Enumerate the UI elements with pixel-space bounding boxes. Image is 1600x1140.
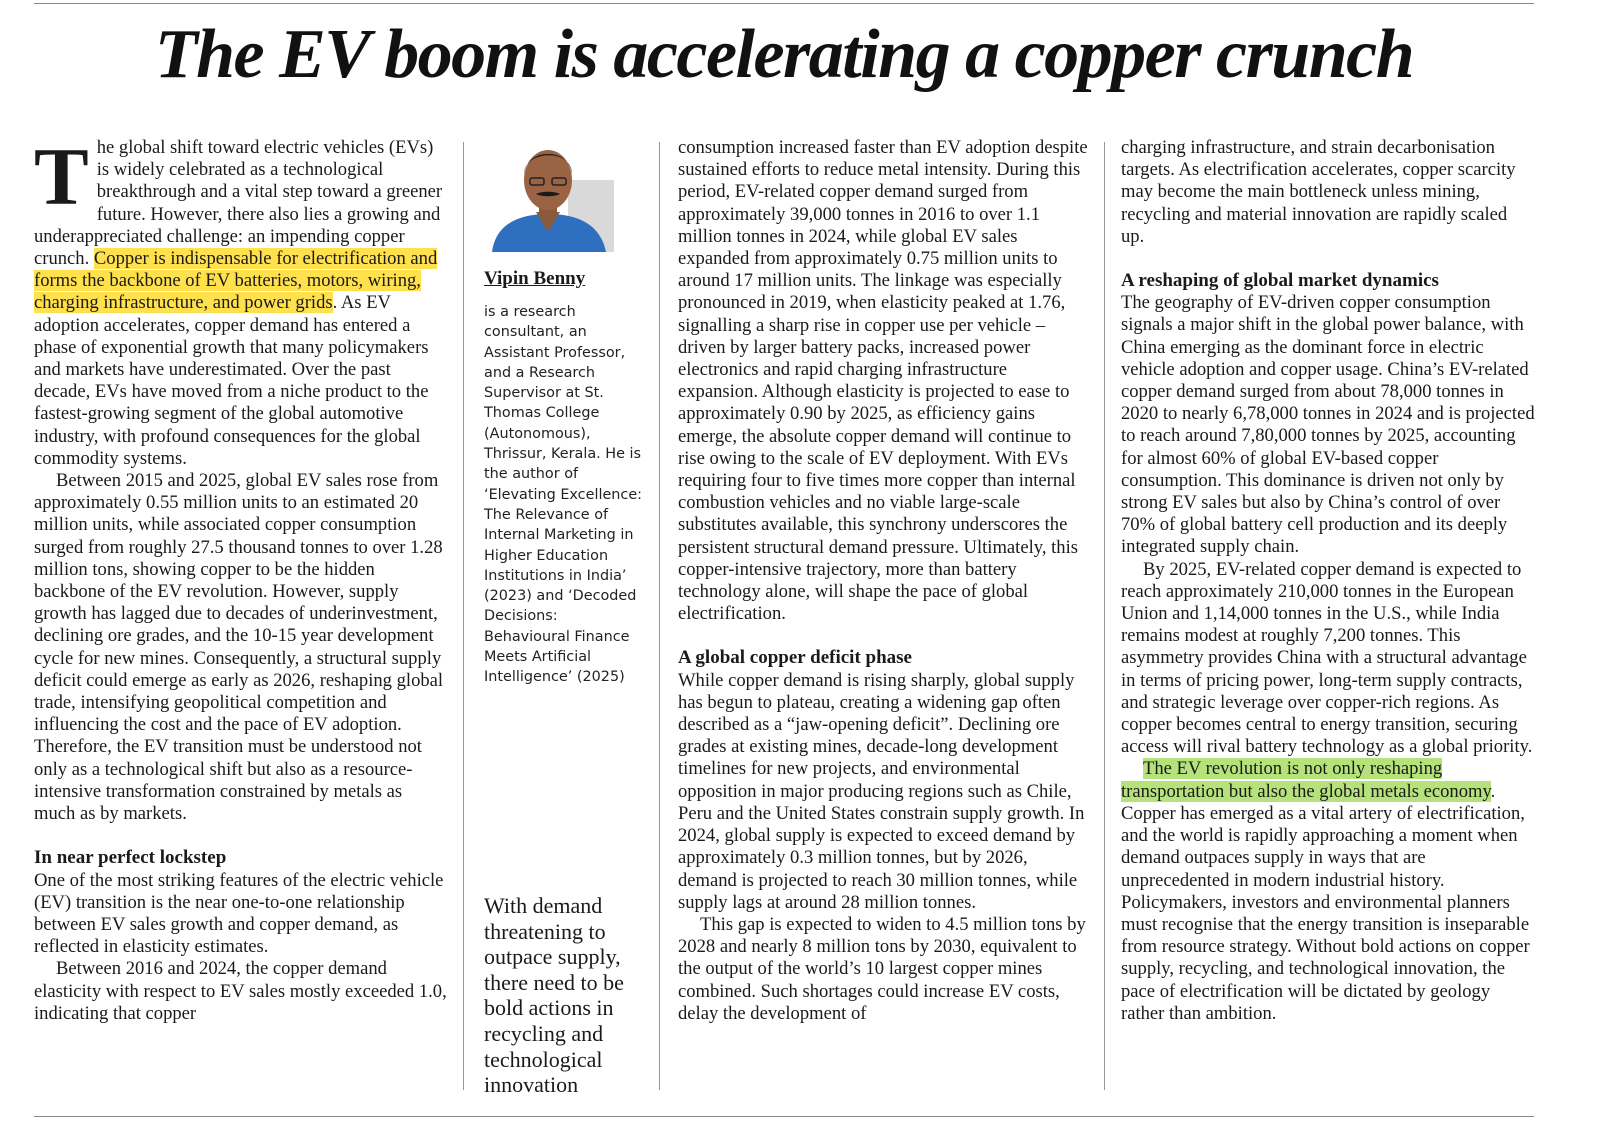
drop-cap: T	[34, 131, 89, 222]
subheading: A global copper deficit phase	[678, 647, 912, 669]
bottom-rule	[34, 1116, 1534, 1117]
column-4	[1121, 137, 1535, 1025]
column-divider	[1104, 142, 1105, 1090]
paragraph: One of the most striking features of the electric vehicle (EV) transition is the near one-to-one relationship between EV sales growth and copper demand, as reflected in elasticity estimates.	[34, 869, 444, 958]
author-bio: is a research consultant, an Assistant Professor, and a Research Supervisor at St. Thomas College (Autonomous), Thrissur, Kerala. He is the author of ‘Elevating Excellence: The Relevance of Internal Marketing in Higher Education Institutions in India’ (2023) and ‘Decoded Decisions: Behavioural Finance Meets Artificial Intelligence’ (2025)	[484, 304, 643, 686]
top-rule	[34, 3, 1534, 4]
subheading: In near perfect lockstep	[34, 847, 227, 869]
highlighted-text: Copper is indispensable for electrification and forms the backbone of EV batteries, motors, wiring, charging infrastructure, and power grids	[34, 248, 438, 314]
column-divider	[463, 142, 464, 1090]
paragraph	[34, 131, 448, 470]
paragraph: By 2025, EV-related copper demand is expected to reach approximately 210,000 tonnes in the European Union and 1,14,000 tonnes in the U.S., while India remains modest at roughly 7,200 tonnes. This asymmetry provides China with a structural advantage in terms of pricing power, long-term supply contracts, and strategic leverage over copper-rich regions. As copper becomes central to energy transition, securing access will rival battery technology as a global priority.	[1121, 558, 1533, 758]
text-run: . Copper has emerged as a vital artery of electrification, and the world is rapidly approaching a moment when demand outpaces supply in ways that are unprecedented in modern industrial history. Policymakers, investors and environmental planners must recognise that the energy transition is inseparable from resource strategy. Without bold actions on copper supply, recycling, and technological innovation, the pace of electrification will be dictated by geology rather than ambition.	[1121, 780, 1530, 1024]
text-run: he global shift toward electric vehicles (EVs) is widely celebrated as a technological breakthrough and a vital step toward a greener future. However, there also lies a growing and underappreciated challenge: an impending copper crunch.	[34, 137, 443, 270]
author-photo	[484, 140, 614, 252]
highlighted-text: The EV revolution is not only reshaping transportation but also the global metals economy	[1121, 758, 1491, 802]
subheading: A reshaping of global market dynamics	[1121, 270, 1439, 292]
paragraph: Between 2016 and 2024, the copper demand elasticity with respect to EV sales mostly exceeded 1.0, indicating that copper	[34, 958, 447, 1024]
paragraph	[1121, 758, 1535, 1024]
paragraph: charging infrastructure, and strain decarbonisation targets. As electrification accelerates, copper scarcity may become the main bottleneck unless mining, recycling and material innovation are rapidly scaled up.	[1121, 137, 1516, 247]
paragraph: The geography of EV-driven copper consumption signals a major shift in the global power balance, with China emerging as the dominant force in electric vehicle adoption and copper usage. China’s EV-related copper demand surged from about 78,000 tonnes in 2020 to nearly 6,78,000 tonnes in 2024 and is projected to reach around 7,80,000 tonnes by 2025, accounting for almost 60% of global EV-based copper consumption. This dominance is driven not only by strong EV sales but also by China’s control of over 70% of global battery cell production and its deeply integrated supply chain.	[1121, 292, 1535, 558]
paragraph: Between 2015 and 2025, global EV sales rose from approximately 0.55 million units to an estimated 20 million units, while associated copper consumption surged from roughly 27.5 thousand tonnes to over 1.28 million tons, showing copper to be the hidden backbone of the EV revolution. However, supply growth has lagged due to decades of underinvestment, declining ore grades, and the 10-15 year development cycle for new mines. Consequently, a structural supply deficit could emerge as early as 2026, reshaping global trade, intensifying geopolitical competition and influencing the cost and the pace of EV adoption. Therefore, the EV transition must be understood not only as a technological shift but also as a resource-intensive transformation constrained by metals as much as by markets.	[34, 470, 444, 825]
pull-quote: With demand threatening to outpace supply, there need to be bold actions in recycling and technological innovation	[484, 893, 624, 1098]
author-name: Vipin Benny	[484, 268, 586, 289]
column-3	[678, 137, 1090, 1025]
column-1	[34, 131, 448, 1025]
paragraph: While copper demand is rising sharply, global supply has begun to plateau, creating a widening gap often described as a “jaw-opening deficit”. Declining ore grades at existing mines, decade-long development timelines for new projects, and environmental opposition in major producing regions such as Chile, Peru and the United States constrain supply growth. In 2024, global supply is expected to exceed demand by approximately 0.3 million tonnes, but by 2026, demand is projected to reach 30 million tonnes, while supply lags at around 28 million tonnes.	[678, 669, 1085, 913]
text-run: . As EV adoption accelerates, copper demand has entered a phase of exponential growth that many policymakers and markets have underestimated. Over the past decade, EVs have moved from a niche product to the fastest-growing segment of the global automotive industry, with profound consequences for the global commodity systems.	[34, 292, 429, 469]
headline: The EV boom is accelerating a copper crunch	[154, 16, 1414, 93]
paragraph: This gap is expected to widen to 4.5 million tons by 2028 and nearly 8 million tons by 2030, equivalent to the output of the world’s 10 largest copper mines combined. Such shortages could increase EV costs, delay the development of	[678, 913, 1086, 1024]
column-divider	[659, 142, 660, 1090]
paragraph: consumption increased faster than EV adoption despite sustained efforts to reduce metal intensity. During this period, EV-related copper demand surged from approximately 39,000 tonnes in 2016 to over 1.1 million tonnes in 2024, while global EV sales expanded from approximately 0.75 million units to around 17 million units. The linkage was especially pronounced in 2019, when elasticity peaked at 1.76, signalling a sharp rise in copper use per vehicle – driven by larger battery packs, increased power electronics and rapid charging infrastructure expansion. Although elasticity is projected to ease to approximately 0.90 by 2025, as efficiency gains emerge, the absolute copper demand will continue to rise owing to the scale of EV deployment. With EVs requiring four to five times more copper than internal combustion vehicles and no viable large-scale substitutes available, this synchrony underscores the persistent structural demand pressure. Ultimately, this copper-intensive trajectory, more than battery technology alone, will shape the pace of global electrification.	[678, 137, 1088, 625]
